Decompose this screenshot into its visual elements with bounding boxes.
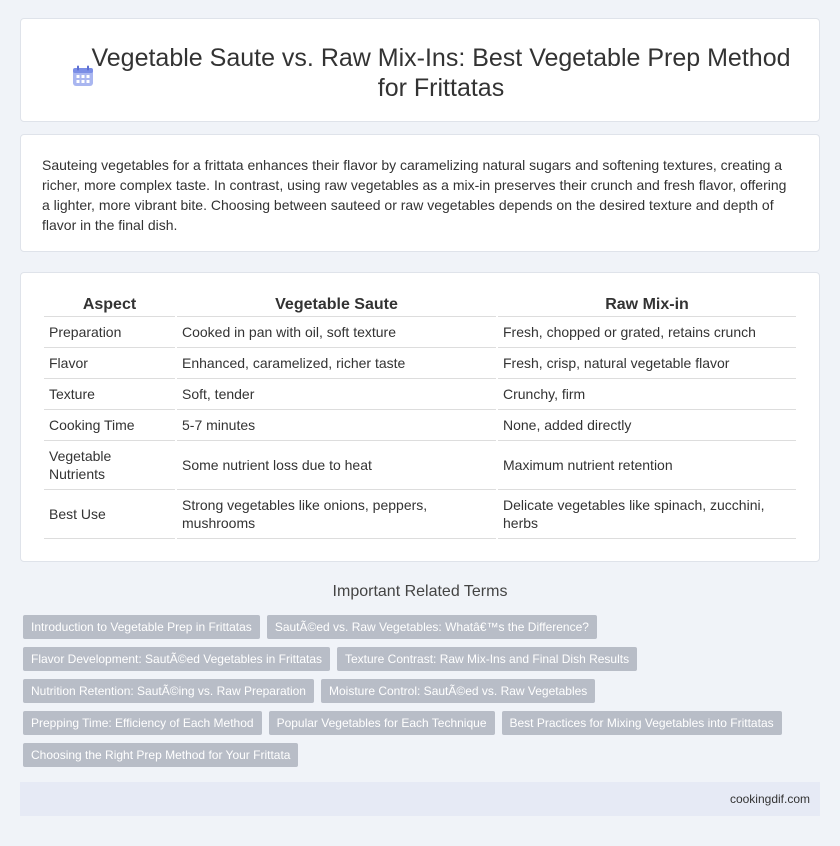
related-terms-title: Important Related Terms (332, 583, 508, 600)
table-cell: Best Use (44, 490, 175, 539)
column-header-raw: Raw Mix-in (498, 295, 796, 317)
column-header-aspect: Aspect (44, 295, 175, 317)
table-row (44, 490, 796, 539)
comparison-table (42, 295, 798, 539)
table-cell: Fresh, crisp, natural vegetable flavor (498, 348, 796, 379)
related-term-tag[interactable]: Popular Vegetables for Each Technique (269, 711, 495, 735)
table-cell: Preparation (44, 317, 175, 348)
related-term-tag[interactable]: Prepping Time: Efficiency of Each Method (23, 711, 262, 735)
related-term-tag[interactable]: Best Practices for Mixing Vegetables into Frittatas (502, 711, 782, 735)
table-row (44, 379, 796, 410)
table-cell: Cooked in pan with oil, soft texture (177, 317, 496, 348)
table-cell: Texture (44, 379, 175, 410)
related-term-tag[interactable]: Choosing the Right Prep Method for Your Frittata (23, 743, 298, 767)
table-cell: Strong vegetables like onions, peppers, mushrooms (177, 490, 496, 539)
table-cell: Delicate vegetables like spinach, zucchini, herbs (498, 490, 796, 539)
table-cell: Soft, tender (177, 379, 496, 410)
table-cell: Maximum nutrient retention (498, 441, 796, 490)
column-header-saute: Vegetable Saute (177, 295, 496, 317)
related-term-tag[interactable]: Introduction to Vegetable Prep in Frittatas (23, 615, 260, 639)
intro-paragraph: Sauteing vegetables for a frittata enhances their flavor by caramelizing natural sugars and softening textures, creating a richer, more complex taste. In contrast, using raw vegetables as a mix-in preserves their crunch and fresh flavor, offering a lighter, more vibrant bite. Choosing between sauteed or raw vegetables depends on the desired texture and depth of flavor in the final dish. (42, 157, 787, 233)
table-header-row (44, 295, 796, 317)
intro-card (20, 134, 820, 252)
table-cell: Cooking Time (44, 410, 175, 441)
table-cell: 5-7 minutes (177, 410, 496, 441)
table-cell: Crunchy, firm (498, 379, 796, 410)
related-terms-list (23, 615, 823, 775)
table-row (44, 410, 796, 441)
footer (20, 782, 820, 816)
comparison-table-card (20, 272, 820, 562)
related-term-tag[interactable]: Nutrition Retention: SautÃ©ing vs. Raw Preparation (23, 679, 314, 703)
table-cell: Flavor (44, 348, 175, 379)
table-row (44, 348, 796, 379)
table-cell: Fresh, chopped or grated, retains crunch (498, 317, 796, 348)
table-cell: Enhanced, caramelized, richer taste (177, 348, 496, 379)
table-row (44, 317, 796, 348)
related-term-tag[interactable]: Flavor Development: SautÃ©ed Vegetables in Frittatas (23, 647, 330, 671)
table-cell: Vegetable Nutrients (44, 441, 175, 490)
footer-site-link[interactable]: cookingdif.com (729, 792, 810, 806)
table-row (44, 441, 796, 490)
header-card (20, 18, 820, 122)
table-cell: None, added directly (498, 410, 796, 441)
related-term-tag[interactable]: Moisture Control: SautÃ©ed vs. Raw Vegetables (321, 679, 595, 703)
table-cell: Some nutrient loss due to heat (177, 441, 496, 490)
related-term-tag[interactable]: Texture Contrast: Raw Mix-Ins and Final Dish Results (337, 647, 637, 671)
page-title: Vegetable Saute vs. Raw Mix-Ins: Best Vegetable Prep Method for Frittatas (91, 44, 791, 102)
related-term-tag[interactable]: SautÃ©ed vs. Raw Vegetables: Whatâ€™s the Difference? (267, 615, 597, 639)
